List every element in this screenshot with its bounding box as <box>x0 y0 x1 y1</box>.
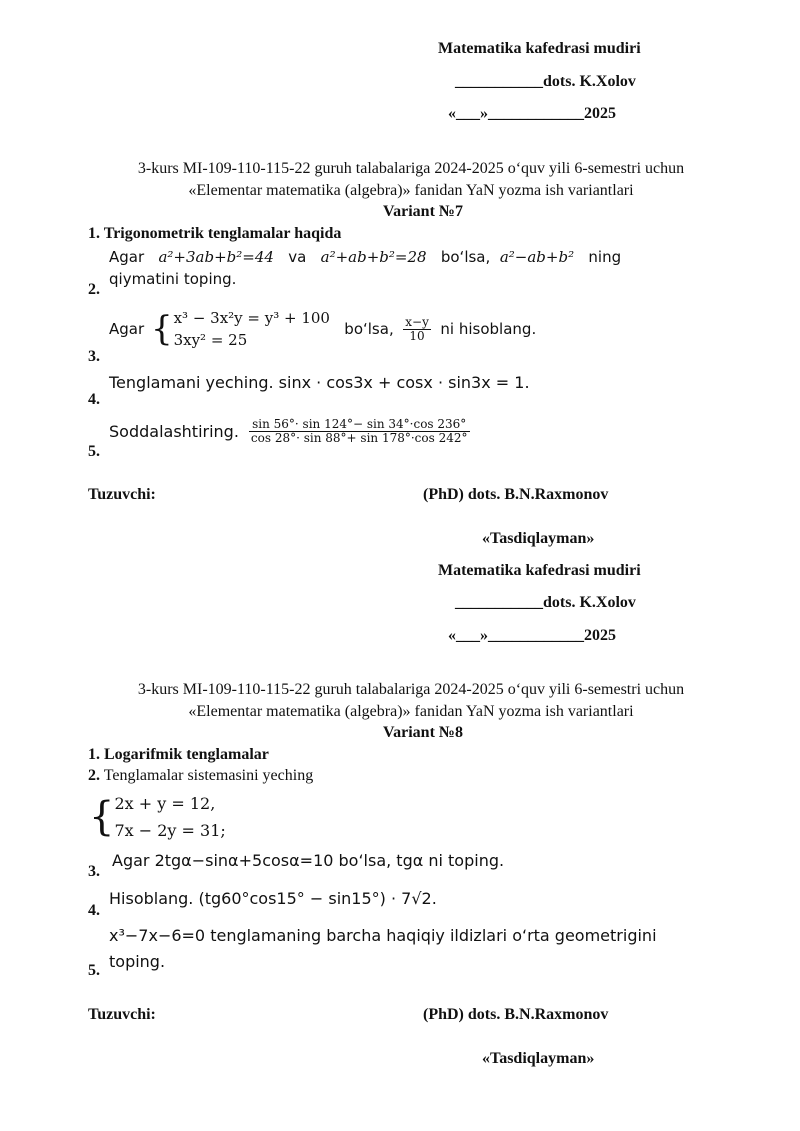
question-4: Tenglamani yeching. sinx · cos3x + cosx · sin3x = 1. <box>109 373 530 392</box>
variant-title: Variant №7 <box>383 203 463 220</box>
question-5: Soddalashtiring. $\frac{\sin 56^\circ\cdot \sin 124^\circ- \sin 34^\circ\cdot\cos 236^\circ}{\cos 28^\circ\cdot \sin 88^\circ+ \sin 178^\circ\cdot\cos 242^\circ}$ <box>109 417 468 445</box>
equation-system: { 2x + y = 12, 7x − 2y = 31; <box>89 794 226 840</box>
fraction-x-minus-y-over-10: $\frac{x-y}{10}$ <box>405 314 429 343</box>
approval-date: «___»____________2025 <box>448 105 616 122</box>
question-3-2-number: 3. <box>88 863 100 880</box>
dept-head-signature: ___________dots. K.Xolov <box>455 73 636 90</box>
question-4-2-number: 4. <box>88 902 100 919</box>
trig-fraction: $\frac{\sin 56^\circ\cdot \sin 124^\circ- \sin 34^\circ\cdot\cos 236^\circ}{\cos 28^\circ\cdot \sin 88^\circ+ \sin 178^\circ\cdot\cos 242^\circ}$ <box>250 417 468 445</box>
question-4-2: Hisoblang. (tg60°cos15° − sin15°) · 7√2. <box>109 889 437 908</box>
question-2-line1: Agar a²+3ab+b²=44 va a²+ab+b²=28 bo‘lsa, a²−ab+b² ning <box>109 248 622 266</box>
doc-title-line1-2: 3-kurs MI-109-110-115-22 guruh talabalariga 2024-2025 o‘quv yili 6-semestri uchun <box>137 681 685 698</box>
question-1-2: 1. Logarifmik tenglamalar <box>88 746 269 763</box>
question-1: 1. Trigonometrik tenglamalar haqida <box>88 225 342 242</box>
question-3-number: 3. <box>88 348 100 365</box>
dept-head-title: Matematika kafedrasi mudiri <box>438 40 641 57</box>
question-2-number: 2. <box>88 281 100 298</box>
dept-head-title-2: Matematika kafedrasi mudiri <box>438 562 641 579</box>
question-3: Agar { x³ − 3x²y = y³ + 100 3xy² = 25 bo‘lsa, $\frac{x-y}{10}$ ni hisoblang. <box>109 309 537 349</box>
author-label: Tuzuvchi: <box>88 486 156 503</box>
question-2-2: 2. Tenglamalar sistemasini yeching <box>88 767 314 784</box>
doc-title-line2-2: «Elementar matematika (algebra)» fanidan YaN yozma ish variantlari <box>188 703 634 720</box>
question-2-line2: qiymatini toping. <box>109 270 237 288</box>
dept-head-signature-2: ___________dots. K.Xolov <box>455 594 636 611</box>
system-brace-icon: { <box>89 794 115 840</box>
approval-stamp-3: «Tasdiqlayman» <box>482 1050 595 1067</box>
system-brace-icon: { <box>150 309 173 349</box>
question-5-2-number: 5. <box>88 962 100 979</box>
doc-title-line2: «Elementar matematika (algebra)» fanidan YaN yozma ish variantlari <box>188 182 634 199</box>
question-5-number: 5. <box>88 443 100 460</box>
variant-title-2: Variant №8 <box>383 724 463 741</box>
author-name: (PhD) dots. B.N.Raxmonov <box>423 486 609 503</box>
question-4-number: 4. <box>88 391 100 408</box>
approval-stamp: «Tasdiqlayman» <box>482 530 595 547</box>
author-label-2: Tuzuvchi: <box>88 1006 156 1023</box>
question-3-2: Agar 2tgα−sinα+5cosα=10 bo‘lsa, tgα ni toping. <box>112 851 505 870</box>
question-5-2-line2: toping. <box>109 952 166 971</box>
doc-title-line1: 3-kurs MI-109-110-115-22 guruh talabalariga 2024-2025 o‘quv yili 6-semestri uchun <box>137 160 685 177</box>
author-name-2: (PhD) dots. B.N.Raxmonov <box>423 1006 609 1023</box>
question-5-2-line1: x³−7x−6=0 tenglamaning barcha haqiqiy ildizlari o‘rta geometrigini <box>109 926 657 945</box>
approval-date-2: «___»____________2025 <box>448 627 616 644</box>
